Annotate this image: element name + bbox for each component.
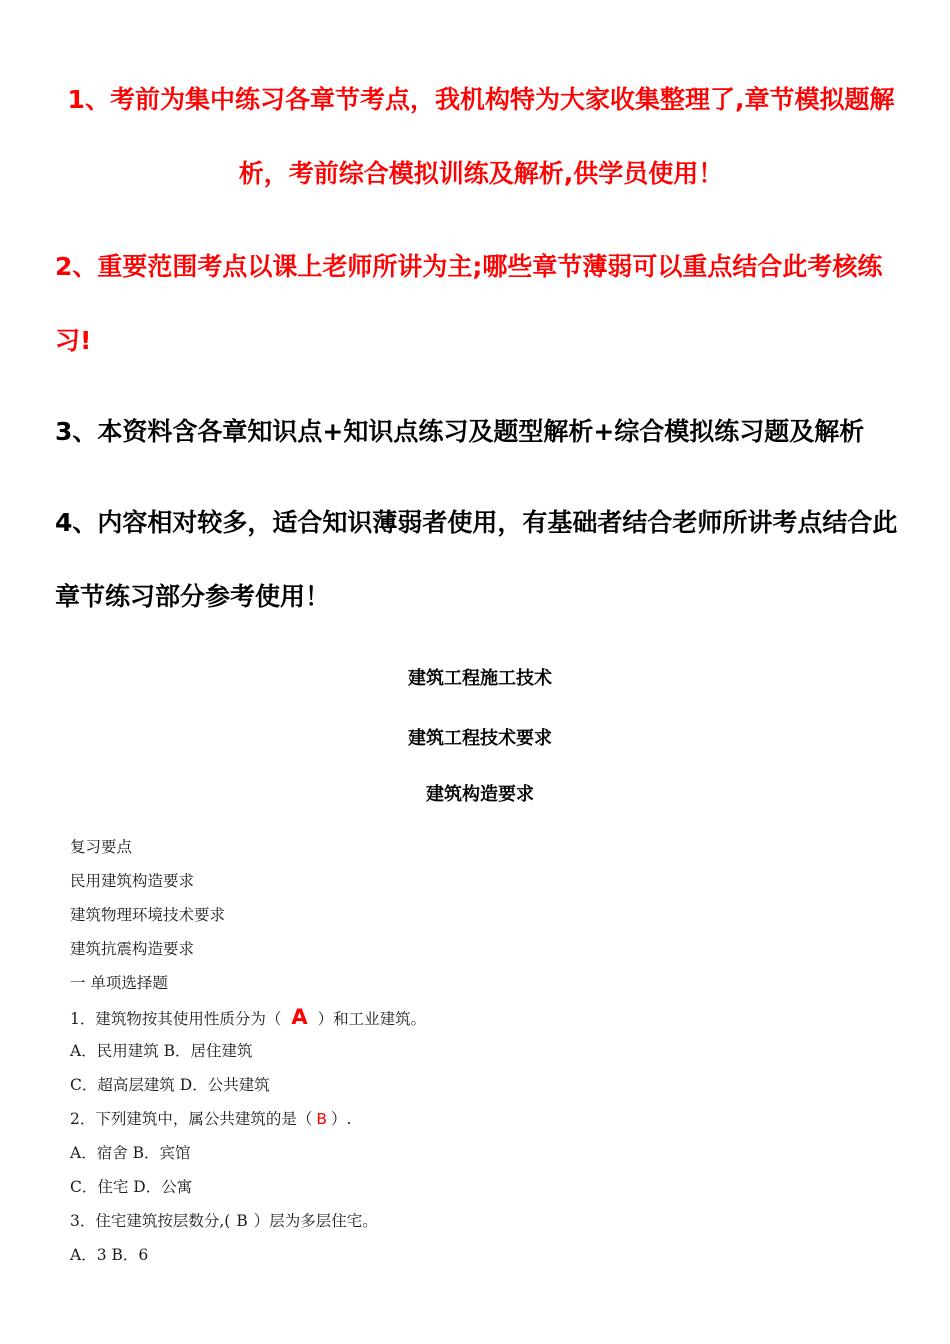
answer-mark: B xyxy=(316,1110,328,1128)
chapter-heading: 建筑工程施工技术 xyxy=(408,668,552,689)
notice-1: 1、考前为集中练习各章节考点，我机构特为大家收集整理了,章节模拟题解析，考前综合模拟训练及解析,供学员使用！ xyxy=(67,85,895,188)
question-option: C．住宅 D．公寓 xyxy=(70,1178,193,1196)
question-stem-before: 1．建筑物按其使用性质分为（ xyxy=(70,1010,282,1028)
question-stem-after: ）. xyxy=(331,1110,352,1128)
document-body xyxy=(70,834,890,1276)
question-option: C．超高层建筑 D．公共建筑 xyxy=(70,1076,270,1094)
answer-mark: B xyxy=(236,1212,248,1230)
question-option: A．3 B．6 xyxy=(70,1246,149,1264)
review-title: 复习要点 xyxy=(70,838,133,856)
review-item: 建筑物理环境技术要求 xyxy=(70,906,226,924)
question-option: A．宿舍 B．宾馆 xyxy=(70,1144,191,1162)
review-item: 建筑抗震构造要求 xyxy=(70,940,195,958)
question-stem xyxy=(70,1106,890,1140)
notice-2: 2、重要范围考点以课上老师所讲为主;哪些章节薄弱可以重点结合此考核练习! xyxy=(55,252,883,355)
notice-4: 4、内容相对较多，适合知识薄弱者使用，有基础者结合老师所讲考点结合此章节练习部分参考使用！ xyxy=(55,508,898,611)
question-stem-before: 3．住宅建筑按层数分,( xyxy=(70,1212,231,1230)
question-option: A．民用建筑 B．居住建筑 xyxy=(70,1042,253,1060)
question-stem xyxy=(70,1208,890,1242)
section-heading: 建筑工程技术要求 xyxy=(408,728,552,749)
subsection-heading: 建筑构造要求 xyxy=(426,784,534,805)
section-title: 一 单项选择题 xyxy=(70,974,168,992)
question-stem-after: ）层为多层住宅。 xyxy=(253,1212,378,1230)
question-stem xyxy=(70,1004,890,1038)
question-stem-after: ）和工业建筑。 xyxy=(317,1010,427,1028)
review-item: 民用建筑构造要求 xyxy=(70,872,195,890)
question-stem-before: 2．下列建筑中，属公共建筑的是（ xyxy=(70,1110,313,1128)
answer-mark: A xyxy=(291,1005,308,1029)
notice-3: 3、本资料含各章知识点+知识点练习及题型解析+综合模拟练习题及解析 xyxy=(55,417,865,446)
